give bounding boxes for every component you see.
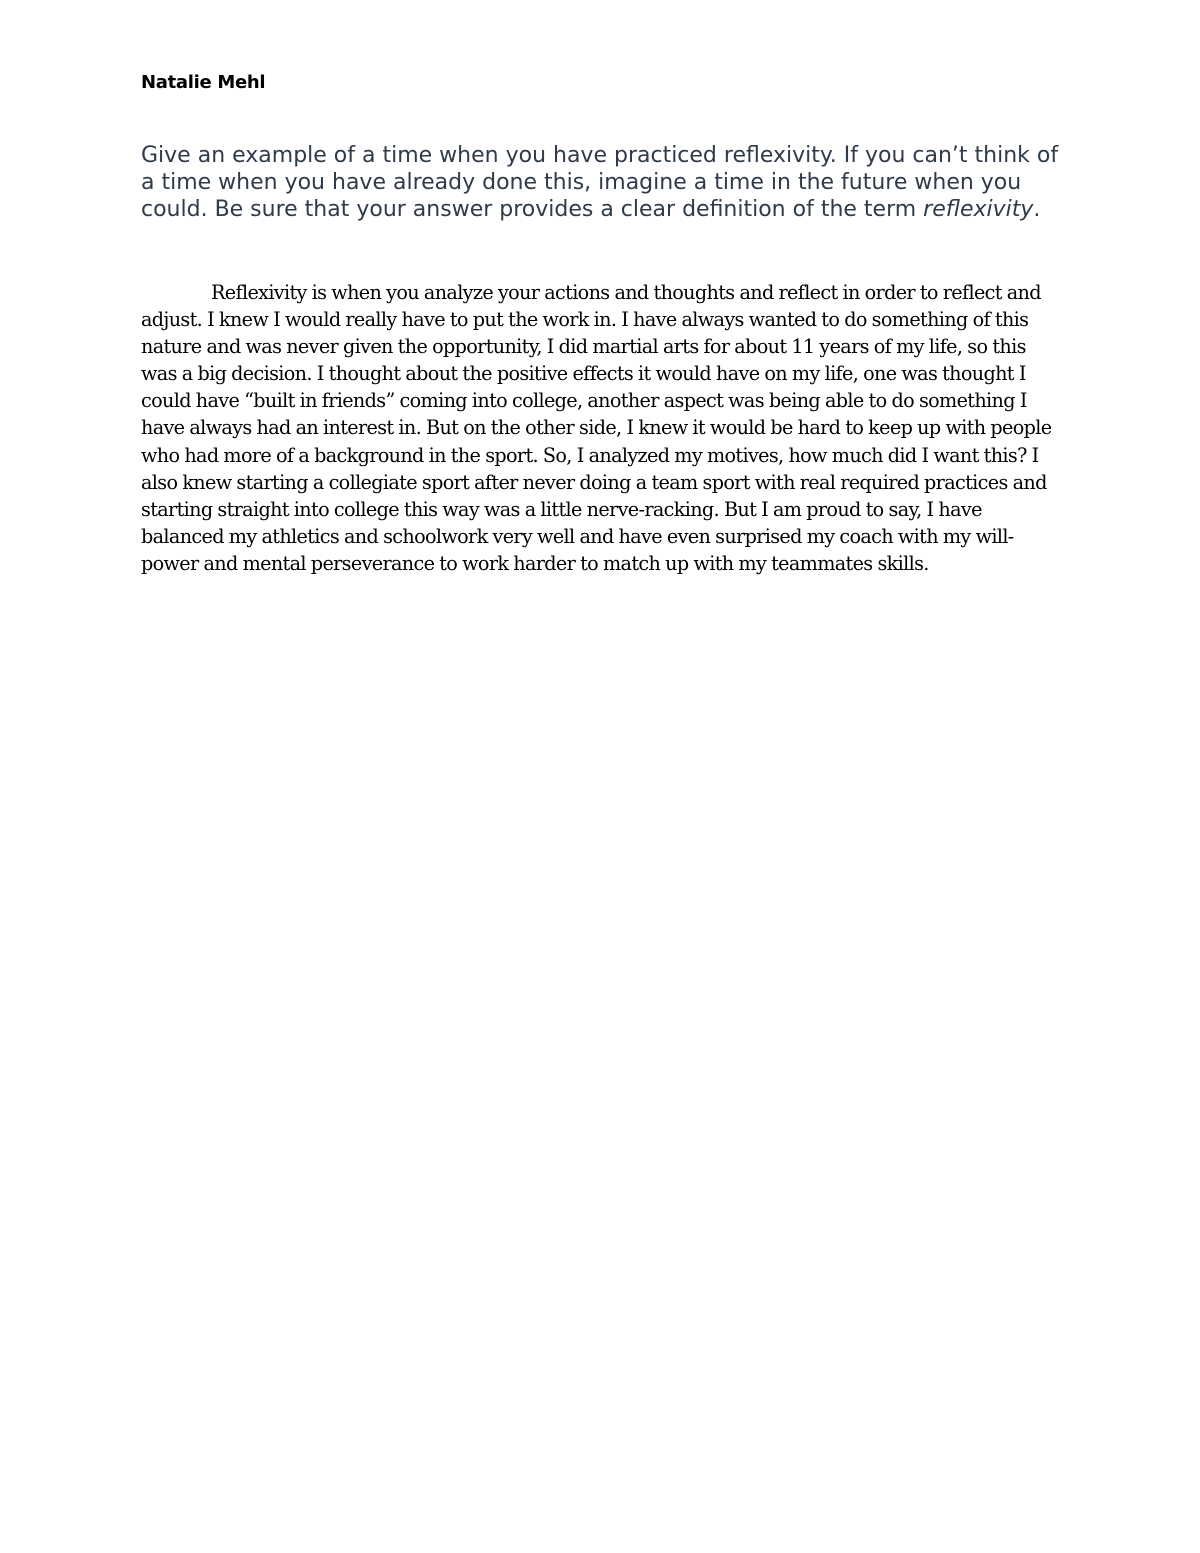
prompt-text: Give an example of a time when you have practiced reflexivity. If you can’t think of a time when you have already done this, imagine a time in the future when you could. Be sure that your answer provides a clear definition of the term <box>141 143 1059 222</box>
author-name: Natalie Mehl <box>141 72 266 93</box>
answer-paragraph: Reflexivity is when you analyze your actions and thoughts and reflect in order to reflect and adjust. I knew I would really have to put the work in. I have always wanted to do something of this nature and was never given the opportunity, I did martial arts for about 11 years of my life, so this was a big decision. I thought about the positive effects it would have on my life, one was thought I could have “built in friends” coming into college, another aspect was being able to do something I have always had an interest in. But on the other side, I knew it would be hard to keep up with people who had more of a background in the sport. So, I analyzed my motives, how much did I want this? I also knew starting a collegiate sport after never doing a team sport with real required practices and starting straight into college this way was a little nerve-racking. But I am proud to say, I have balanced my athletics and schoolwork very well and have even surprised my coach with my will-power and mental perseverance to work harder to match up with my teammates skills. <box>141 281 1052 575</box>
prompt-emphasis-term: reflexivity <box>923 197 1034 222</box>
question-prompt <box>141 142 1071 223</box>
prompt-end: . <box>1033 197 1041 222</box>
